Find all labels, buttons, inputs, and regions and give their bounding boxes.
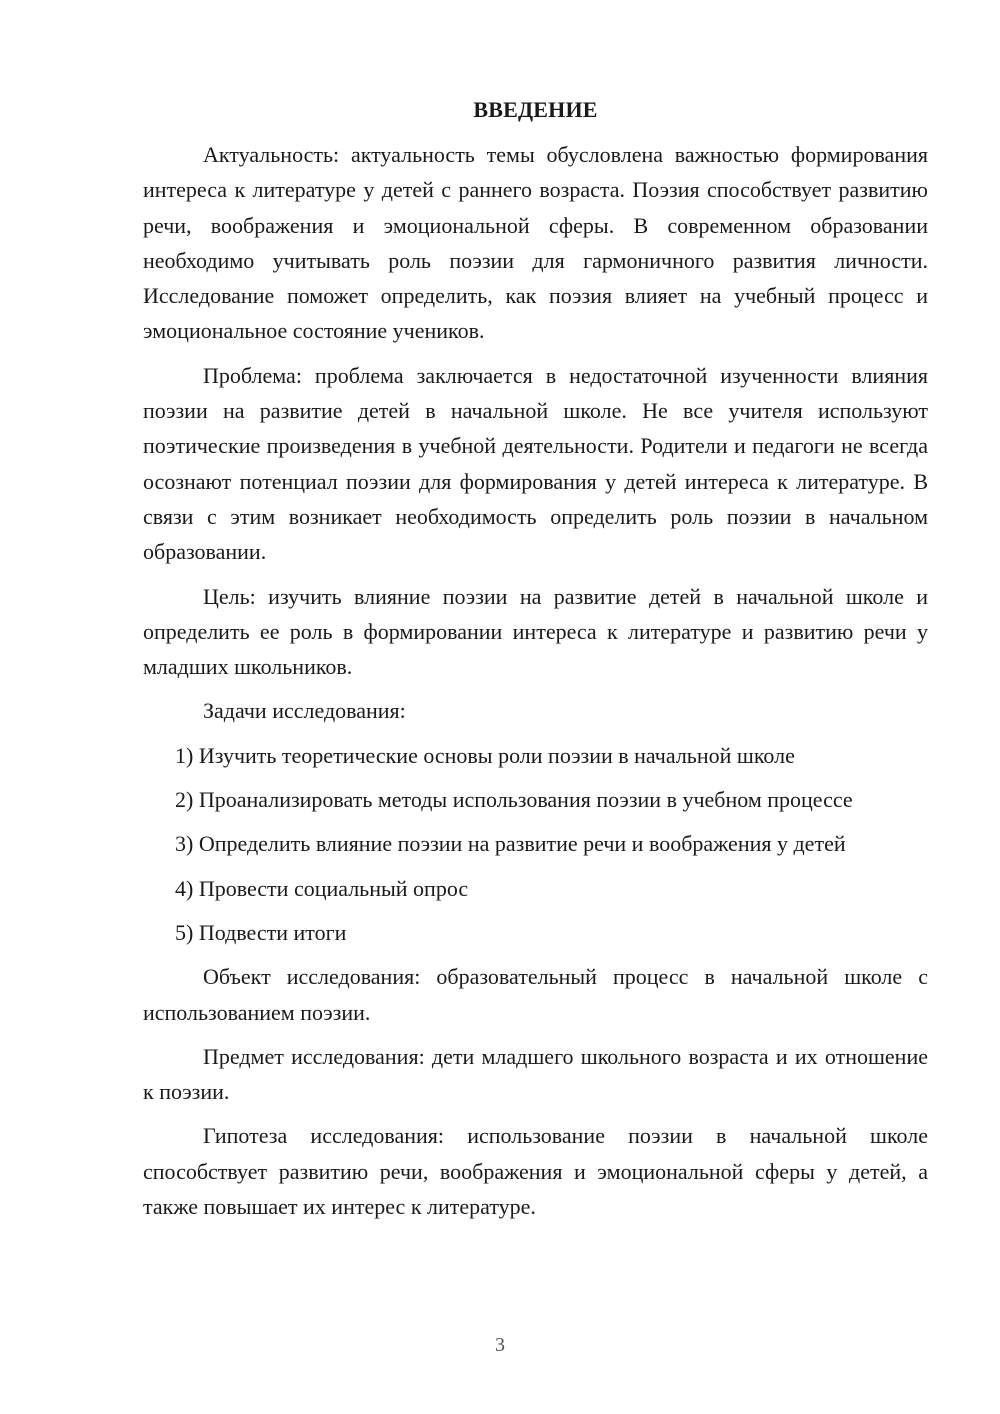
document-page [143, 95, 928, 1233]
page-number: 3 [495, 1334, 505, 1356]
task-item-2: 2) Проанализировать методы использования поэзии в учебном процессе [175, 787, 853, 813]
task-item-1: 1) Изучить теоретические основы роли поэзии в начальной школе [175, 742, 795, 768]
section-title: ВВЕДЕНИЕ [473, 97, 598, 122]
paragraph-problem: Проблема: проблема заключается в недостаточной изученности влияния поэзии на развитие детей в начальной школе. Не все учителя используют поэтические произведения в учебной деятельности. Родители и педагоги не всегда осознают потенциал поэзии для формирования у детей интереса к литературе. В связи с этим возникает необходимость определить роль поэзии в начальном образовании. [143, 362, 928, 565]
paragraph-object: Объект исследования: образовательный процесс в начальной школе с использованием поэзии. [143, 964, 928, 1025]
paragraph-subject: Предмет исследования: дети младшего школьного возраста и их отношение к поэзии. [143, 1043, 928, 1105]
paragraph-tasks-heading: Задачи исследования: [203, 698, 406, 724]
task-item-5: 5) Подвести итоги [175, 919, 347, 945]
paragraph-hypothesis: Гипотеза исследования: использование поэзии в начальной школе способствует развитию речи, воображения и эмоциональной сферы у детей, а также повышает их интерес к литературе. [143, 1123, 928, 1220]
paragraph-goal: Цель: изучить влияние поэзии на развитие детей в начальной школе и определить ее роль в формировании интереса к литературе и развитию речи у младших школьников. [143, 583, 928, 680]
task-item-3: 3) Определить влияние поэзии на развитие речи и воображения у детей [175, 831, 846, 857]
paragraph-relevance: Актуальность: актуальность темы обусловлена важностью формирования интереса к литературе у детей с раннего возраста. Поэзия способствует развитию речи, воображения и эмоциональной сферы. В современном образовании необходимо учитывать роль поэзии для гармоничного развития личности. Исследование поможет определить, как поэзия влияет на учебный процесс и эмоциональное состояние учеников. [143, 142, 928, 344]
task-item-4: 4) Провести социальный опрос [175, 875, 469, 901]
